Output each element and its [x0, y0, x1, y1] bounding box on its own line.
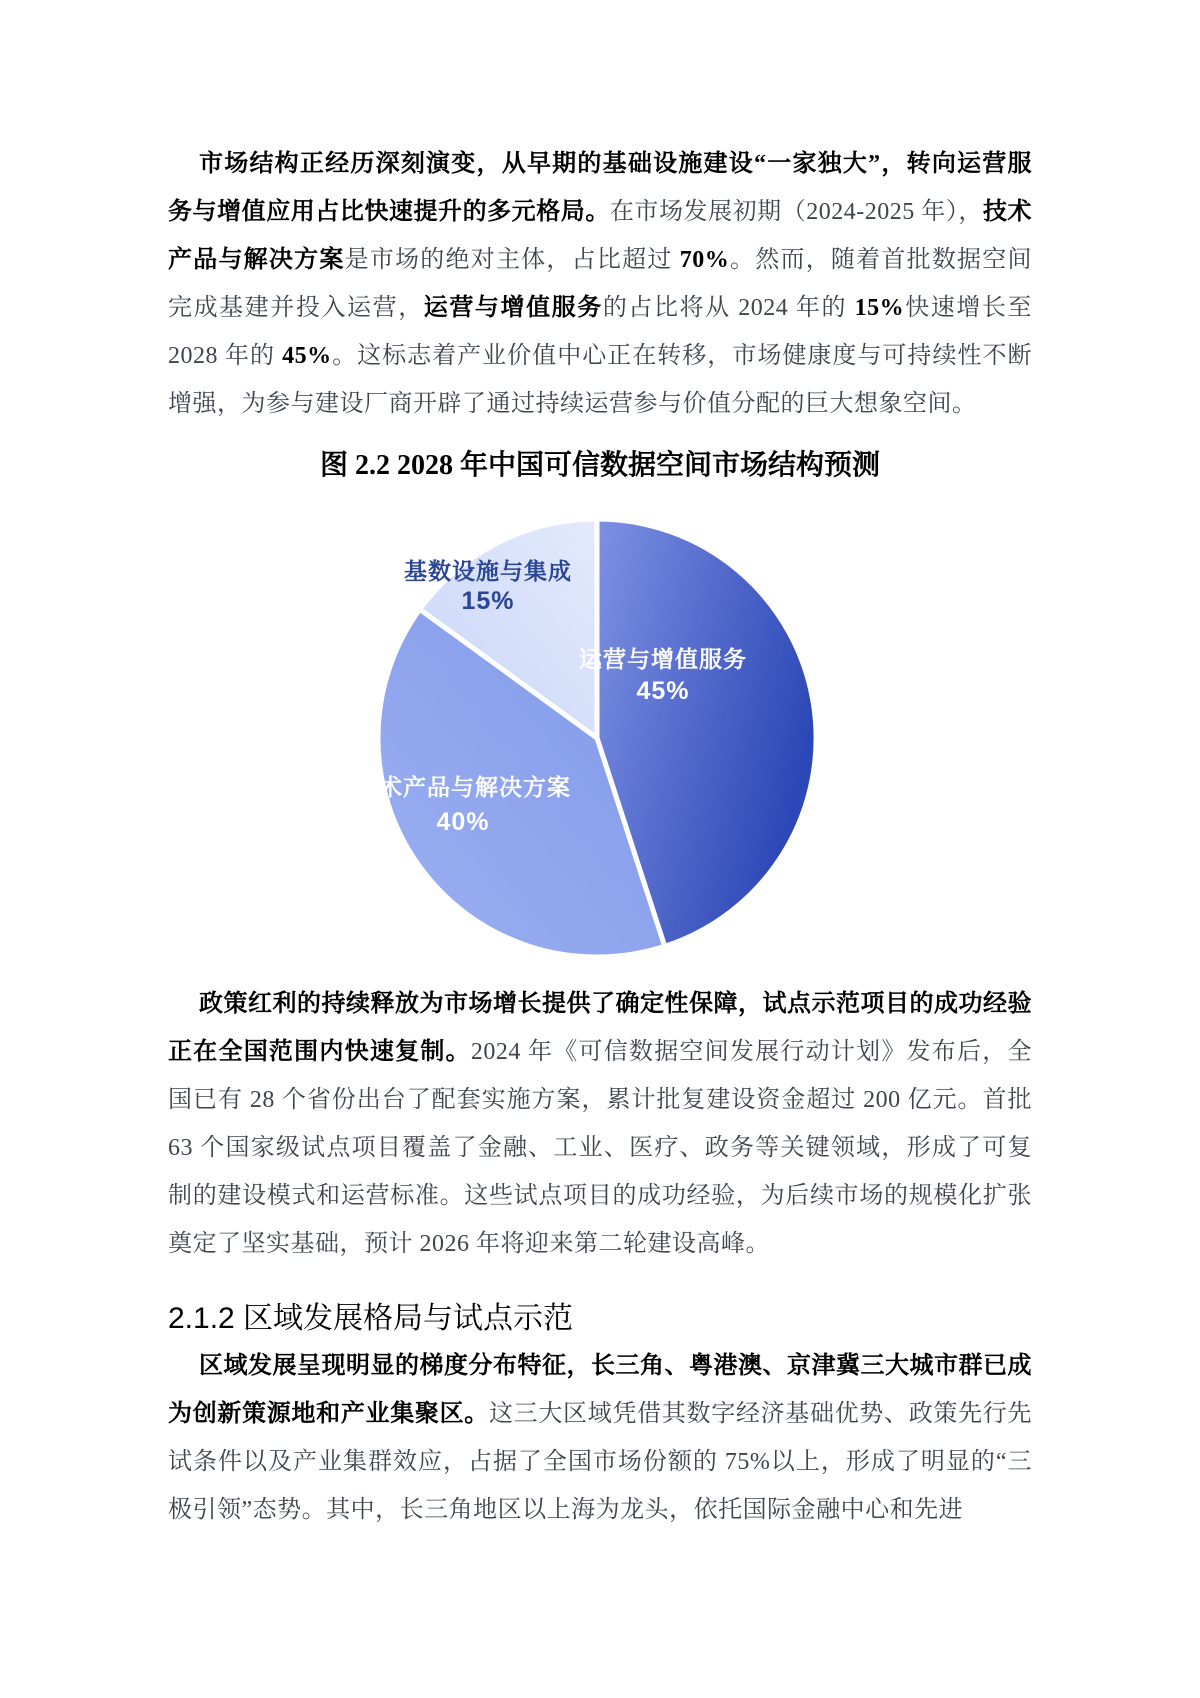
paragraph-policy: [168, 980, 1032, 1268]
text-run: 。然而，随着首批数据空间完成基建并投入运营，: [168, 247, 1033, 321]
text-run: 15%: [854, 295, 905, 321]
text-run: 政策红利的持续释放为市场增长提供了确定性保障，试点示范项目的成功经验正在全国范围内快速复制。: [168, 991, 1032, 1065]
text-run: 是市场的绝对主体，占比超过: [344, 247, 680, 273]
text-run: 技术产品与解决方案: [168, 199, 1033, 273]
pie-chart: [290, 510, 910, 980]
text-run: 这三大区域凭借其数字经济基础优势、政策先行先试条件以及产业集群效应，占据了全国市场份额的 75%以上，形成了明显的“三极引领”态势。其中，长三角地区以上海为龙头，依托国际金融中心和先进: [168, 1401, 1032, 1523]
pie-slice-text-1: 技术产品与解决方案: [355, 774, 571, 800]
text-run: 运营与增值服务: [423, 295, 603, 321]
text-run: 。这标志着产业价值中心正在转移，市场健康度与可持续性不断增强，为参与建设厂商开辟了通过持续运营参与价值分配的巨大想象空间。: [168, 343, 1032, 417]
text-run: 区域发展呈现明显的梯度分布特征，长三角、粤港澳、京津冀三大城市群已成为创新策源地和产业集聚区。: [168, 1353, 1032, 1427]
text-run: 快速增长至 2028 年的: [168, 295, 1032, 369]
pie-slice-text-0: 运营与增值服务: [579, 646, 747, 672]
paragraph-market-structure: [168, 140, 1032, 428]
figure-caption: 图 2.2 2028 年中国可信数据空间市场结构预测: [319, 450, 880, 481]
text-run: 市场结构正经历深刻演变，从早期的基础设施建设“一家独大”，转向运营服务与增值应用占比快速提升的多元格局。: [168, 151, 1032, 225]
section-heading: 2.1.2 区域发展格局与试点示范: [168, 1302, 574, 1335]
text-run: 的占比将从 2024 年的: [602, 295, 855, 321]
pie-slice-text-2: 15%: [461, 587, 515, 615]
text-run: 在市场发展初期（2024-2025 年），: [609, 199, 983, 225]
text-run: 2024 年《可信数据空间发展行动计划》发布后，全国已有 28 个省份出台了配套实施方案，累计批复建设资金超过 200 亿元。首批 63 个国家级试点项目覆盖了金融、工业、医疗、政务等关键领域，形成了可复制的建设模式和运营标准。这些试点项目的成功经验，为后续市场的规模化扩张奠定了坚实基础，预计 2026 年将迎来第二轮建设高峰。: [168, 1039, 1032, 1257]
paragraph-regional: [168, 1342, 1032, 1534]
text-run: 70%: [679, 247, 730, 273]
pie-slices-group: [378, 519, 816, 957]
text-run: 45%: [282, 343, 332, 369]
pie-slice-text-1: 40%: [436, 808, 490, 836]
pie-slice-text-2: 基数设施与集成: [404, 558, 572, 584]
pie-chart-block: [168, 510, 1032, 980]
pie-slice-text-0: 45%: [636, 677, 690, 705]
